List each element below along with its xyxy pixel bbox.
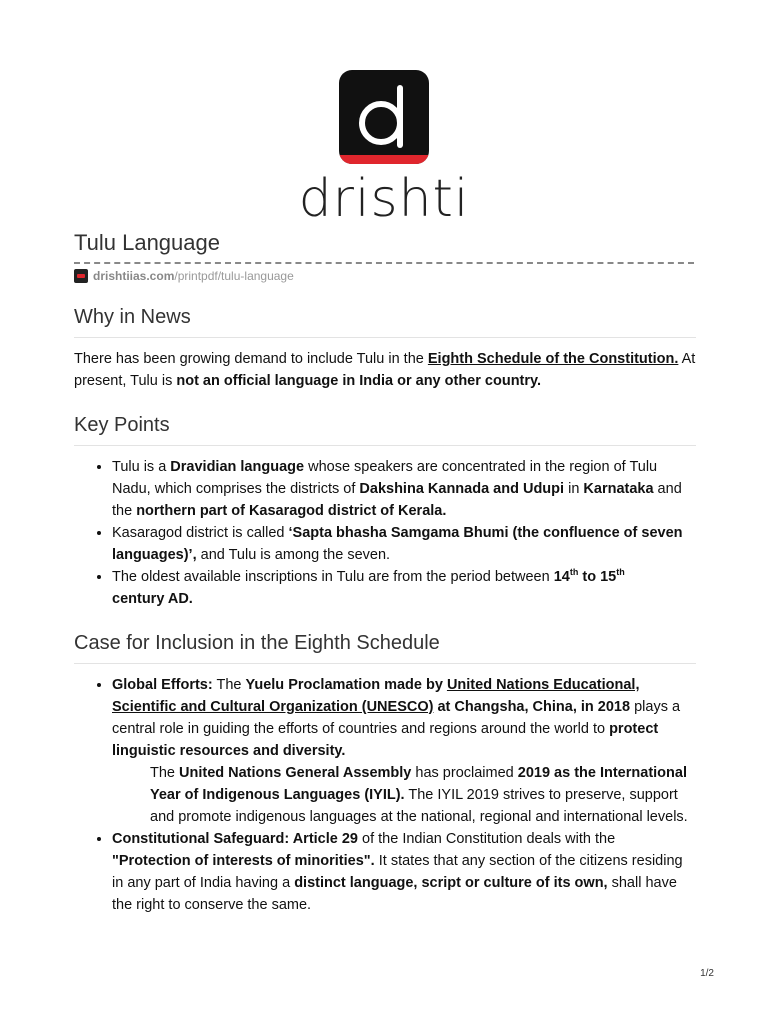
case-list — [74, 674, 696, 916]
list-item: • Kasaragod district is called ‘Sapta bhasha Samgama Bhumi (the confluence of seven languages)’, and Tulu is among the seven. — [112, 522, 696, 566]
title-divider — [74, 262, 694, 264]
why-paragraph: There has been growing demand to include Tulu in the Eighth Schedule of the Constitution. At present, Tulu is not an official language in India or any other country. — [74, 351, 696, 389]
list-item: • Constitutional Safeguard: Article 29 of the Indian Constitution deals with the "Protection of interests of minorities". It states that any section of the citizens residing in any part of India having a distinct language, script or culture of its own, shall have the right to conserve the same. — [112, 828, 696, 916]
list-item: • Global Efforts: The Yuelu Proclamation made by United Nations Educational, Scientific and Cultural Organization (UNESCO) at Changsha, China, in 2018 plays a central role in guiding the efforts of countries and regions around the world to protect linguistic resources and diversity. The United Nations General Assembly has proclaimed 2019 as the International Year of Indigenous Languages (IYIL). The IYIL 2019 strives to preserve, support and promote indigenous languages at the national, regional and international levels. — [112, 674, 696, 828]
source-domain: drishtiias.com — [93, 269, 175, 283]
list-item: • The oldest available inscriptions in Tulu are from the period between 14th to 15th century AD. — [112, 566, 696, 610]
unesco-link[interactable]: United Nations Educational, Scientific and Cultural Organization (UNESCO) — [112, 677, 640, 715]
list-item: • Tulu is a Dravidian language whose speakers are concentrated in the region of Tulu Nadu, which comprises the districts of Dakshina Kannada and Udupi in Karnataka and the northern part of Kasaragod district of Kerala. — [112, 456, 696, 522]
key-points-list — [74, 456, 696, 610]
logo-mark-icon — [339, 70, 429, 164]
heading-why-in-news: Why in News — [74, 306, 696, 338]
logo-text: drishti — [298, 169, 470, 229]
page-number: 1/2 — [700, 968, 714, 979]
iyil-paragraph: The United Nations General Assembly has proclaimed 2019 as the International Year of Indigenous Languages (IYIL). The IYIL 2019 strives to preserve, support and promote indigenous languages at the national, regional and international levels. — [150, 765, 688, 825]
heading-case-for-inclusion: Case for Inclusion in the Eighth Schedule — [74, 632, 696, 664]
favicon-icon — [74, 269, 88, 283]
article-body — [74, 306, 696, 916]
heading-key-points: Key Points — [74, 414, 696, 446]
page-title: Tulu Language — [74, 230, 220, 255]
eighth-schedule-link[interactable]: Eighth Schedule of the Constitution. — [427, 351, 679, 367]
source-link[interactable] — [74, 269, 294, 283]
logo — [0, 70, 768, 227]
source-path: /printpdf/tulu-language — [174, 269, 294, 283]
